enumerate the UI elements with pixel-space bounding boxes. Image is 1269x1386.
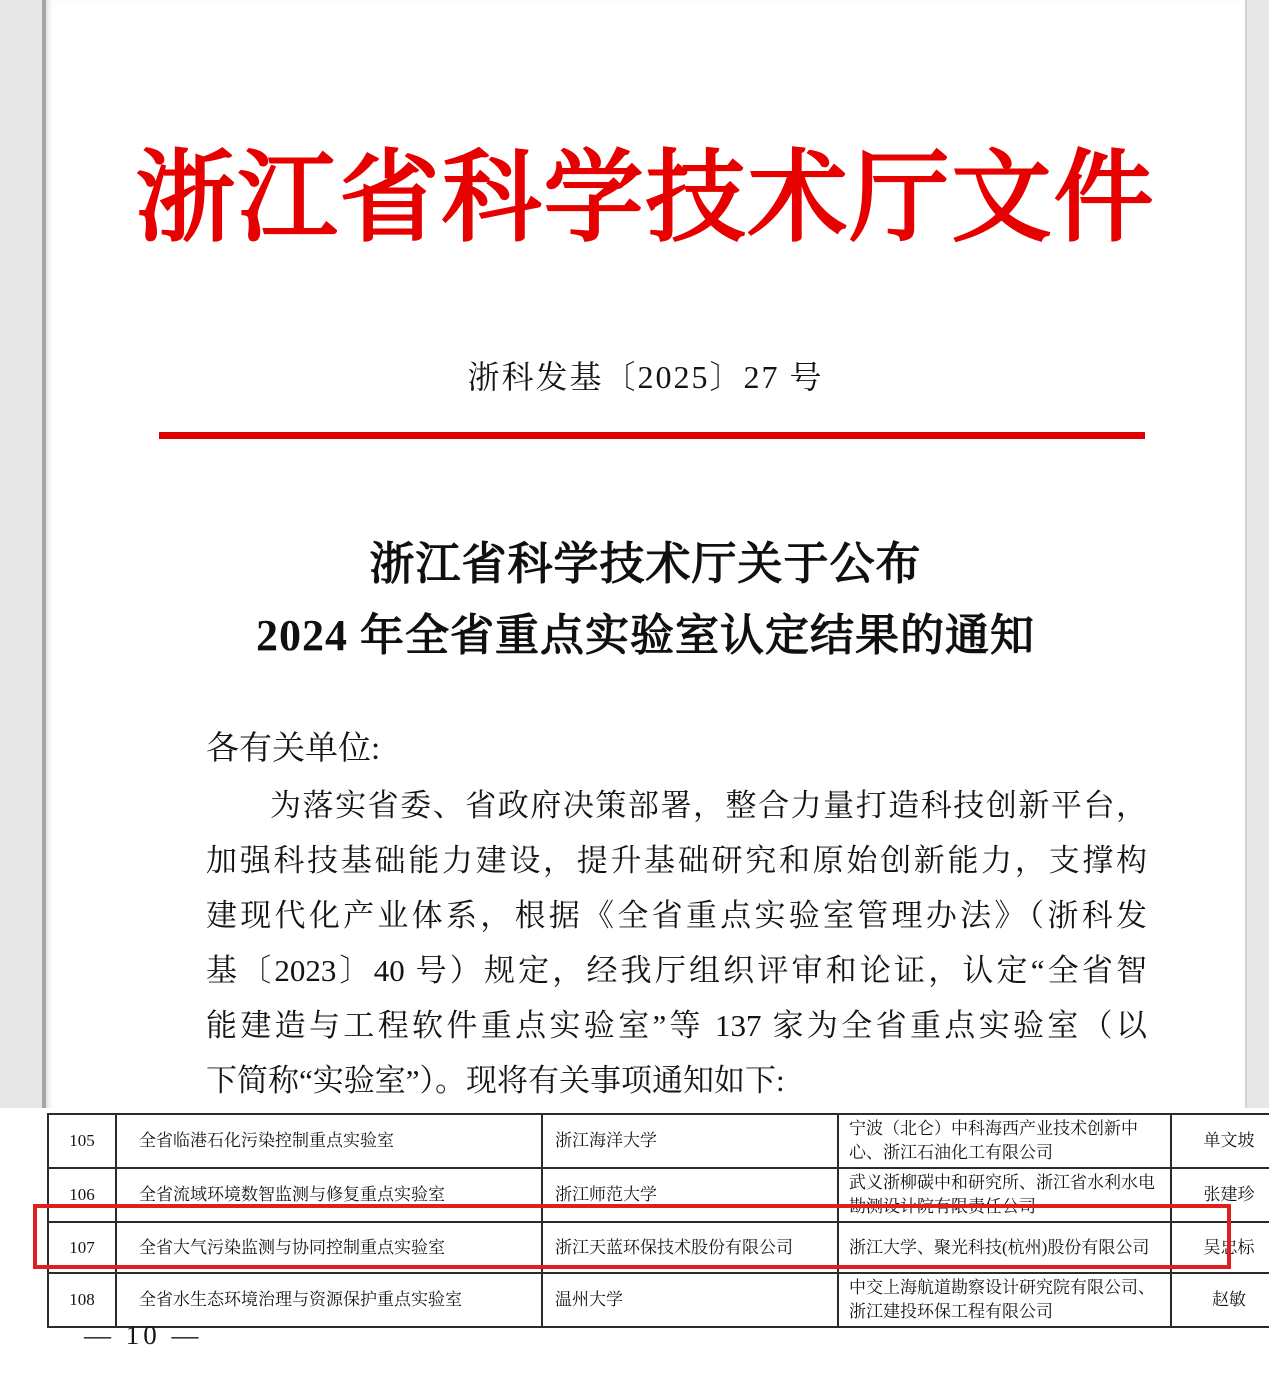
red-divider-rule: [159, 432, 1145, 439]
table-row: [48, 1114, 1269, 1168]
cell-director: 吴忠标: [1171, 1222, 1269, 1273]
salutation: 各有关单位:: [206, 731, 381, 767]
cell-lab: 全省大气污染监测与协同控制重点实验室: [116, 1222, 542, 1273]
cell-host: 浙江天蓝环保技术股份有限公司: [542, 1222, 838, 1273]
cell-lab: 全省水生态环境治理与资源保护重点实验室: [116, 1273, 542, 1327]
cell-no: 107: [48, 1222, 116, 1273]
cell-director: 赵敏: [1171, 1273, 1269, 1327]
cell-director: 单文坡: [1171, 1114, 1269, 1168]
agency-letterhead-title: 浙江省科学技术厅文件: [135, 143, 1156, 254]
body-line: 为落实省委、省政府决策部署，整合力量打造科技创新平台，: [270, 788, 1147, 823]
cell-partners: 中交上海航道勘察设计研究院有限公司、浙江建投环保工程有限公司: [838, 1273, 1171, 1327]
cell-partners: 武义浙柳碳中和研究所、浙江省水利水电勘测设计院有限责任公司: [838, 1168, 1171, 1222]
cell-partners: 宁波（北仑）中科海西产业技术创新中心、浙江石油化工有限公司: [838, 1114, 1171, 1168]
body-line: 能建造与工程软件重点实验室”等 137 家为全省重点实验室（以: [206, 1008, 1147, 1043]
page-number: — 10 —: [84, 1320, 203, 1350]
row-107-highlight-box: [33, 1204, 1231, 1269]
notice-title-line1: 浙江省科学技术厅关于公布: [369, 539, 922, 589]
body-line: 基〔2023〕40 号）规定，经我厅组织评审和论证，认定“全省智: [206, 953, 1147, 988]
cell-partners: 浙江大学、聚光科技(杭州)股份有限公司: [838, 1222, 1171, 1273]
cell-host: 温州大学: [542, 1273, 838, 1327]
document-page: [42, 0, 1247, 1110]
body-line: 下简称“实验室”）。现将有关事项通知如下:: [206, 1063, 785, 1098]
body-line: 建现代化产业体系，根据《全省重点实验室管理办法》（浙科发: [206, 898, 1147, 933]
body-line: 加强科技基础能力建设，提升基础研究和原始创新能力，支撑构: [206, 843, 1147, 878]
document-number: 浙科发基〔2025〕27 号: [467, 359, 824, 395]
notice-body: [206, 780, 1147, 1110]
cell-no: 105: [48, 1114, 116, 1168]
notice-title-line2: 2024 年全省重点实验室认定结果的通知: [256, 611, 1035, 660]
cell-lab: 全省临港石化污染控制重点实验室: [116, 1114, 542, 1168]
cell-no: 108: [48, 1273, 116, 1327]
cell-lab: 全省流域环境数智监测与修复重点实验室: [116, 1168, 542, 1222]
cell-no: 106: [48, 1168, 116, 1222]
table-row: [48, 1273, 1269, 1327]
cell-director: 张建珍: [1171, 1168, 1269, 1222]
cell-host: 浙江海洋大学: [542, 1114, 838, 1168]
cell-host: 浙江师范大学: [542, 1168, 838, 1222]
